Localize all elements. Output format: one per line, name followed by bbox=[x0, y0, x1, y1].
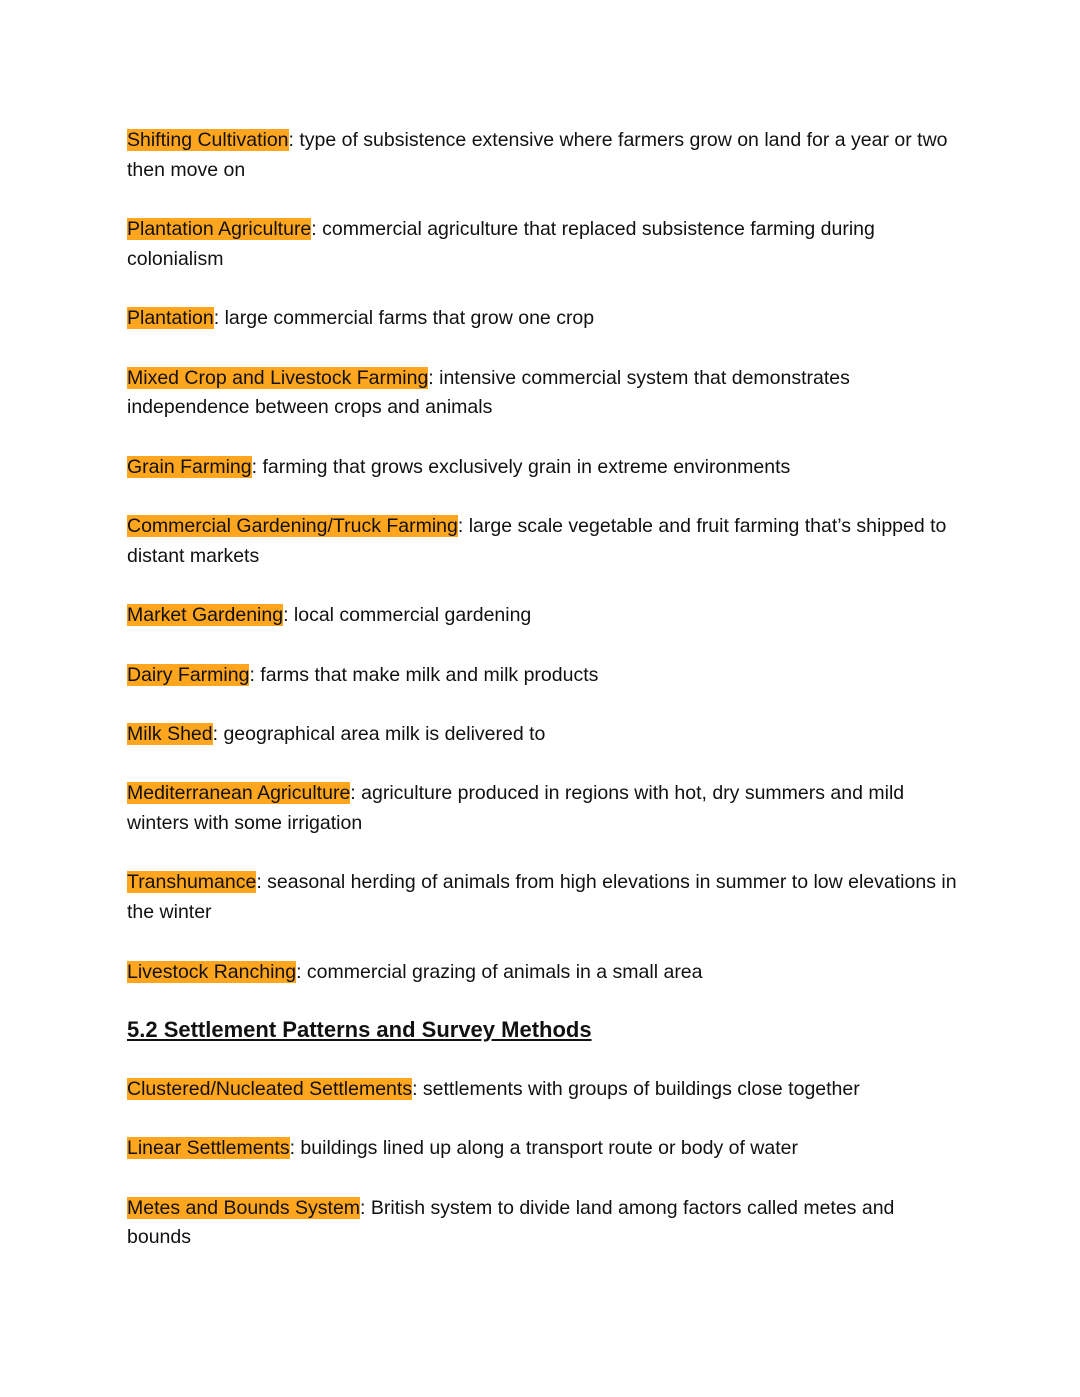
definition-entry bbox=[127, 364, 957, 423]
highlighted-term: Shifting Cultivation bbox=[127, 129, 289, 151]
definition-text: : large commercial farms that grow one crop bbox=[213, 307, 595, 330]
definition-text: : intensive commercial system that demonstrates independence between crops and animals bbox=[127, 366, 850, 419]
definition-text: : settlements with groups of buildings close together bbox=[412, 1077, 860, 1100]
highlighted-term: Market Gardening bbox=[127, 604, 284, 627]
highlighted-term: Plantation Agriculture bbox=[127, 218, 312, 241]
highlighted-term: Milk Shed bbox=[127, 722, 213, 745]
highlighted-term: Transhumance bbox=[127, 871, 257, 894]
definition-entry bbox=[127, 453, 957, 483]
highlighted-term: Mixed Crop and Livestock Farming bbox=[127, 366, 429, 389]
definition-entry bbox=[127, 779, 957, 838]
highlighted-term: Grain Farming bbox=[127, 455, 252, 478]
definition-text: : farms that make milk and milk products bbox=[249, 663, 599, 686]
highlighted-term: Commercial Gardening/Truck Farming bbox=[127, 515, 458, 538]
definition-text: : large scale vegetable and fruit farming that’s shipped to distant markets bbox=[127, 515, 947, 567]
definition-text: : buildings lined up along a transport route or body of water bbox=[289, 1137, 798, 1160]
definition-entry bbox=[127, 1194, 957, 1253]
highlighted-term: Mediterranean Agriculture bbox=[127, 782, 351, 805]
definition-entry bbox=[127, 126, 957, 185]
highlighted-term: Livestock Ranching bbox=[127, 960, 297, 983]
definition-text: : commercial agriculture that replaced subsistence farming during colonialism bbox=[127, 218, 875, 270]
highlighted-term: Clustered/Nucleated Settlements bbox=[127, 1077, 413, 1100]
highlighted-term: Metes and Bounds System bbox=[127, 1196, 361, 1219]
definition-entry bbox=[127, 304, 957, 334]
definition-text: : British system to divide land among factors called metes and bounds bbox=[127, 1196, 895, 1249]
document-page bbox=[127, 126, 957, 1283]
highlighted-term: Plantation bbox=[127, 307, 214, 330]
definition-text: : seasonal herding of animals from high elevations in summer to low elevations in the winter bbox=[127, 871, 957, 924]
definition-text: : local commercial gardening bbox=[283, 604, 532, 627]
definition-entry bbox=[127, 1134, 957, 1164]
definition-text: : farming that grows exclusively grain in extreme environments bbox=[251, 455, 791, 478]
definition-entry bbox=[127, 958, 957, 988]
section-heading: 5.2 Settlement Patterns and Survey Methods bbox=[127, 1016, 592, 1042]
definition-entry bbox=[127, 720, 957, 750]
definition-entry bbox=[127, 1075, 957, 1105]
definition-entry bbox=[127, 601, 957, 631]
definition-text: : type of subsistence extensive where farmers grow on land for a year or two then move on bbox=[127, 129, 948, 181]
definition-text: : agriculture produced in regions with hot, dry summers and mild winters with some irrigation bbox=[127, 782, 905, 835]
definition-text: : commercial grazing of animals in a small area bbox=[296, 960, 703, 983]
definition-entry bbox=[127, 661, 957, 691]
definition-text: : geographical area milk is delivered to bbox=[212, 722, 546, 745]
definition-entry bbox=[127, 512, 957, 571]
highlighted-term: Linear Settlements bbox=[127, 1137, 290, 1160]
definition-entry bbox=[127, 868, 957, 927]
definition-entry bbox=[127, 215, 957, 274]
highlighted-term: Dairy Farming bbox=[127, 663, 250, 686]
